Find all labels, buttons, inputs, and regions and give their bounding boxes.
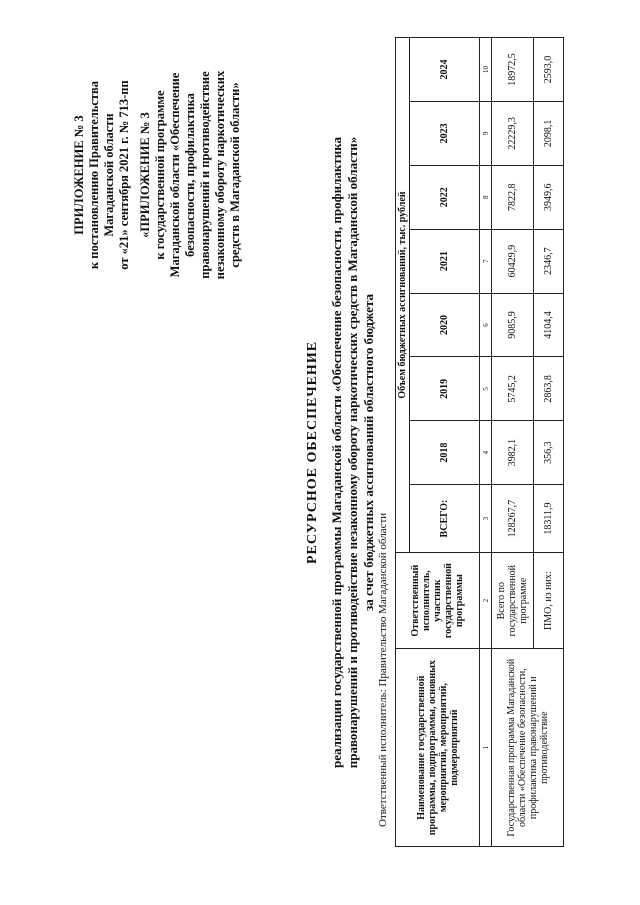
header-total: ВСЕГО: xyxy=(410,485,480,553)
appendix-line: незаконному обороту наркотических xyxy=(213,70,227,280)
row-value: 4104,4 xyxy=(534,293,564,357)
appendix-line: Магаданской области xyxy=(102,113,116,237)
document-title xyxy=(305,40,377,865)
appendix-line: безопасности, профилактика xyxy=(183,93,197,257)
header-year: 2024 xyxy=(410,38,480,102)
row-value: 22229,3 xyxy=(492,101,534,165)
header-year: 2018 xyxy=(410,421,480,485)
appendix-header xyxy=(72,45,243,305)
column-number: 1 xyxy=(480,649,492,847)
appendix-date: от «21» сентября 2021 г. № 713-пп xyxy=(117,80,131,270)
resource-table xyxy=(395,37,564,847)
program-name-cell: Государственная программа Магаданской области «Обеспечение безопасности, профилактика правонарушений и противодействие xyxy=(492,649,564,847)
column-number: 2 xyxy=(480,553,492,649)
row-value: 2346,7 xyxy=(534,229,564,293)
appendix-line: средств в Магаданской области» xyxy=(228,82,242,268)
row-value: 18972,5 xyxy=(492,38,534,102)
row-value: 5745,2 xyxy=(492,357,534,421)
header-name: Наименование государственной программы, подпрограммы, основных мероприятий, мероприятий, подмероприятий xyxy=(396,649,480,847)
row-value: 9085,9 xyxy=(492,293,534,357)
header-year: 2020 xyxy=(410,293,480,357)
column-number: 9 xyxy=(480,101,492,165)
column-number: 10 xyxy=(480,38,492,102)
appendix-line: к государственной программе xyxy=(153,90,167,260)
column-number: 8 xyxy=(480,165,492,229)
row-value: 2863,8 xyxy=(534,357,564,421)
row-value: 2098,1 xyxy=(534,101,564,165)
row-value: 2593,0 xyxy=(534,38,564,102)
row-total: 18311,9 xyxy=(534,485,564,553)
header-year: 2023 xyxy=(410,101,480,165)
appendix-subtitle: «ПРИЛОЖЕНИЕ № 3 xyxy=(138,112,152,238)
row-value: 7822,8 xyxy=(492,165,534,229)
row-value: 3982,1 xyxy=(492,421,534,485)
header-year: 2022 xyxy=(410,165,480,229)
column-numbers-row xyxy=(480,38,492,847)
column-number: 7 xyxy=(480,229,492,293)
column-number: 4 xyxy=(480,421,492,485)
header-year: 2021 xyxy=(410,229,480,293)
row-responsible: Всего по государственной программе xyxy=(492,553,534,649)
column-number: 5 xyxy=(480,357,492,421)
row-value: 356,3 xyxy=(534,421,564,485)
row-responsible: ПМО, из них: xyxy=(534,553,564,649)
table-row xyxy=(492,38,534,847)
title-line: за счет бюджетных ассигнований областного бюджета xyxy=(361,294,376,611)
row-total: 128267,7 xyxy=(492,485,534,553)
header-responsible: Ответственный исполнитель, участник государственной программы xyxy=(396,553,480,649)
row-value: 60429,9 xyxy=(492,229,534,293)
appendix-line: Магаданской области «Обеспечение xyxy=(168,72,182,278)
header-year: 2019 xyxy=(410,357,480,421)
column-number: 6 xyxy=(480,293,492,357)
header-volume: Объем бюджетных ассигнований, тыс. рублей xyxy=(396,38,410,553)
row-value: 3949,6 xyxy=(534,165,564,229)
column-number: 3 xyxy=(480,485,492,553)
page-title: РЕСУРСНОЕ ОБЕСПЕЧЕНИЕ xyxy=(305,340,320,565)
responsible-executor: Ответственный исполнитель: Правительство Магаданской области xyxy=(377,512,389,827)
title-line: правонарушений и противодействие незаконному обороту наркотических средств в Магаданской области» xyxy=(345,136,360,769)
appendix-line: правонарушений и противодействие xyxy=(198,71,212,279)
appendix-line: к постановлению Правительства xyxy=(87,80,101,270)
title-line: реализации государственной программы Магаданской области «Обеспечение безопасности, профилактика xyxy=(329,136,344,769)
appendix-title: ПРИЛОЖЕНИЕ № 3 xyxy=(72,115,86,235)
